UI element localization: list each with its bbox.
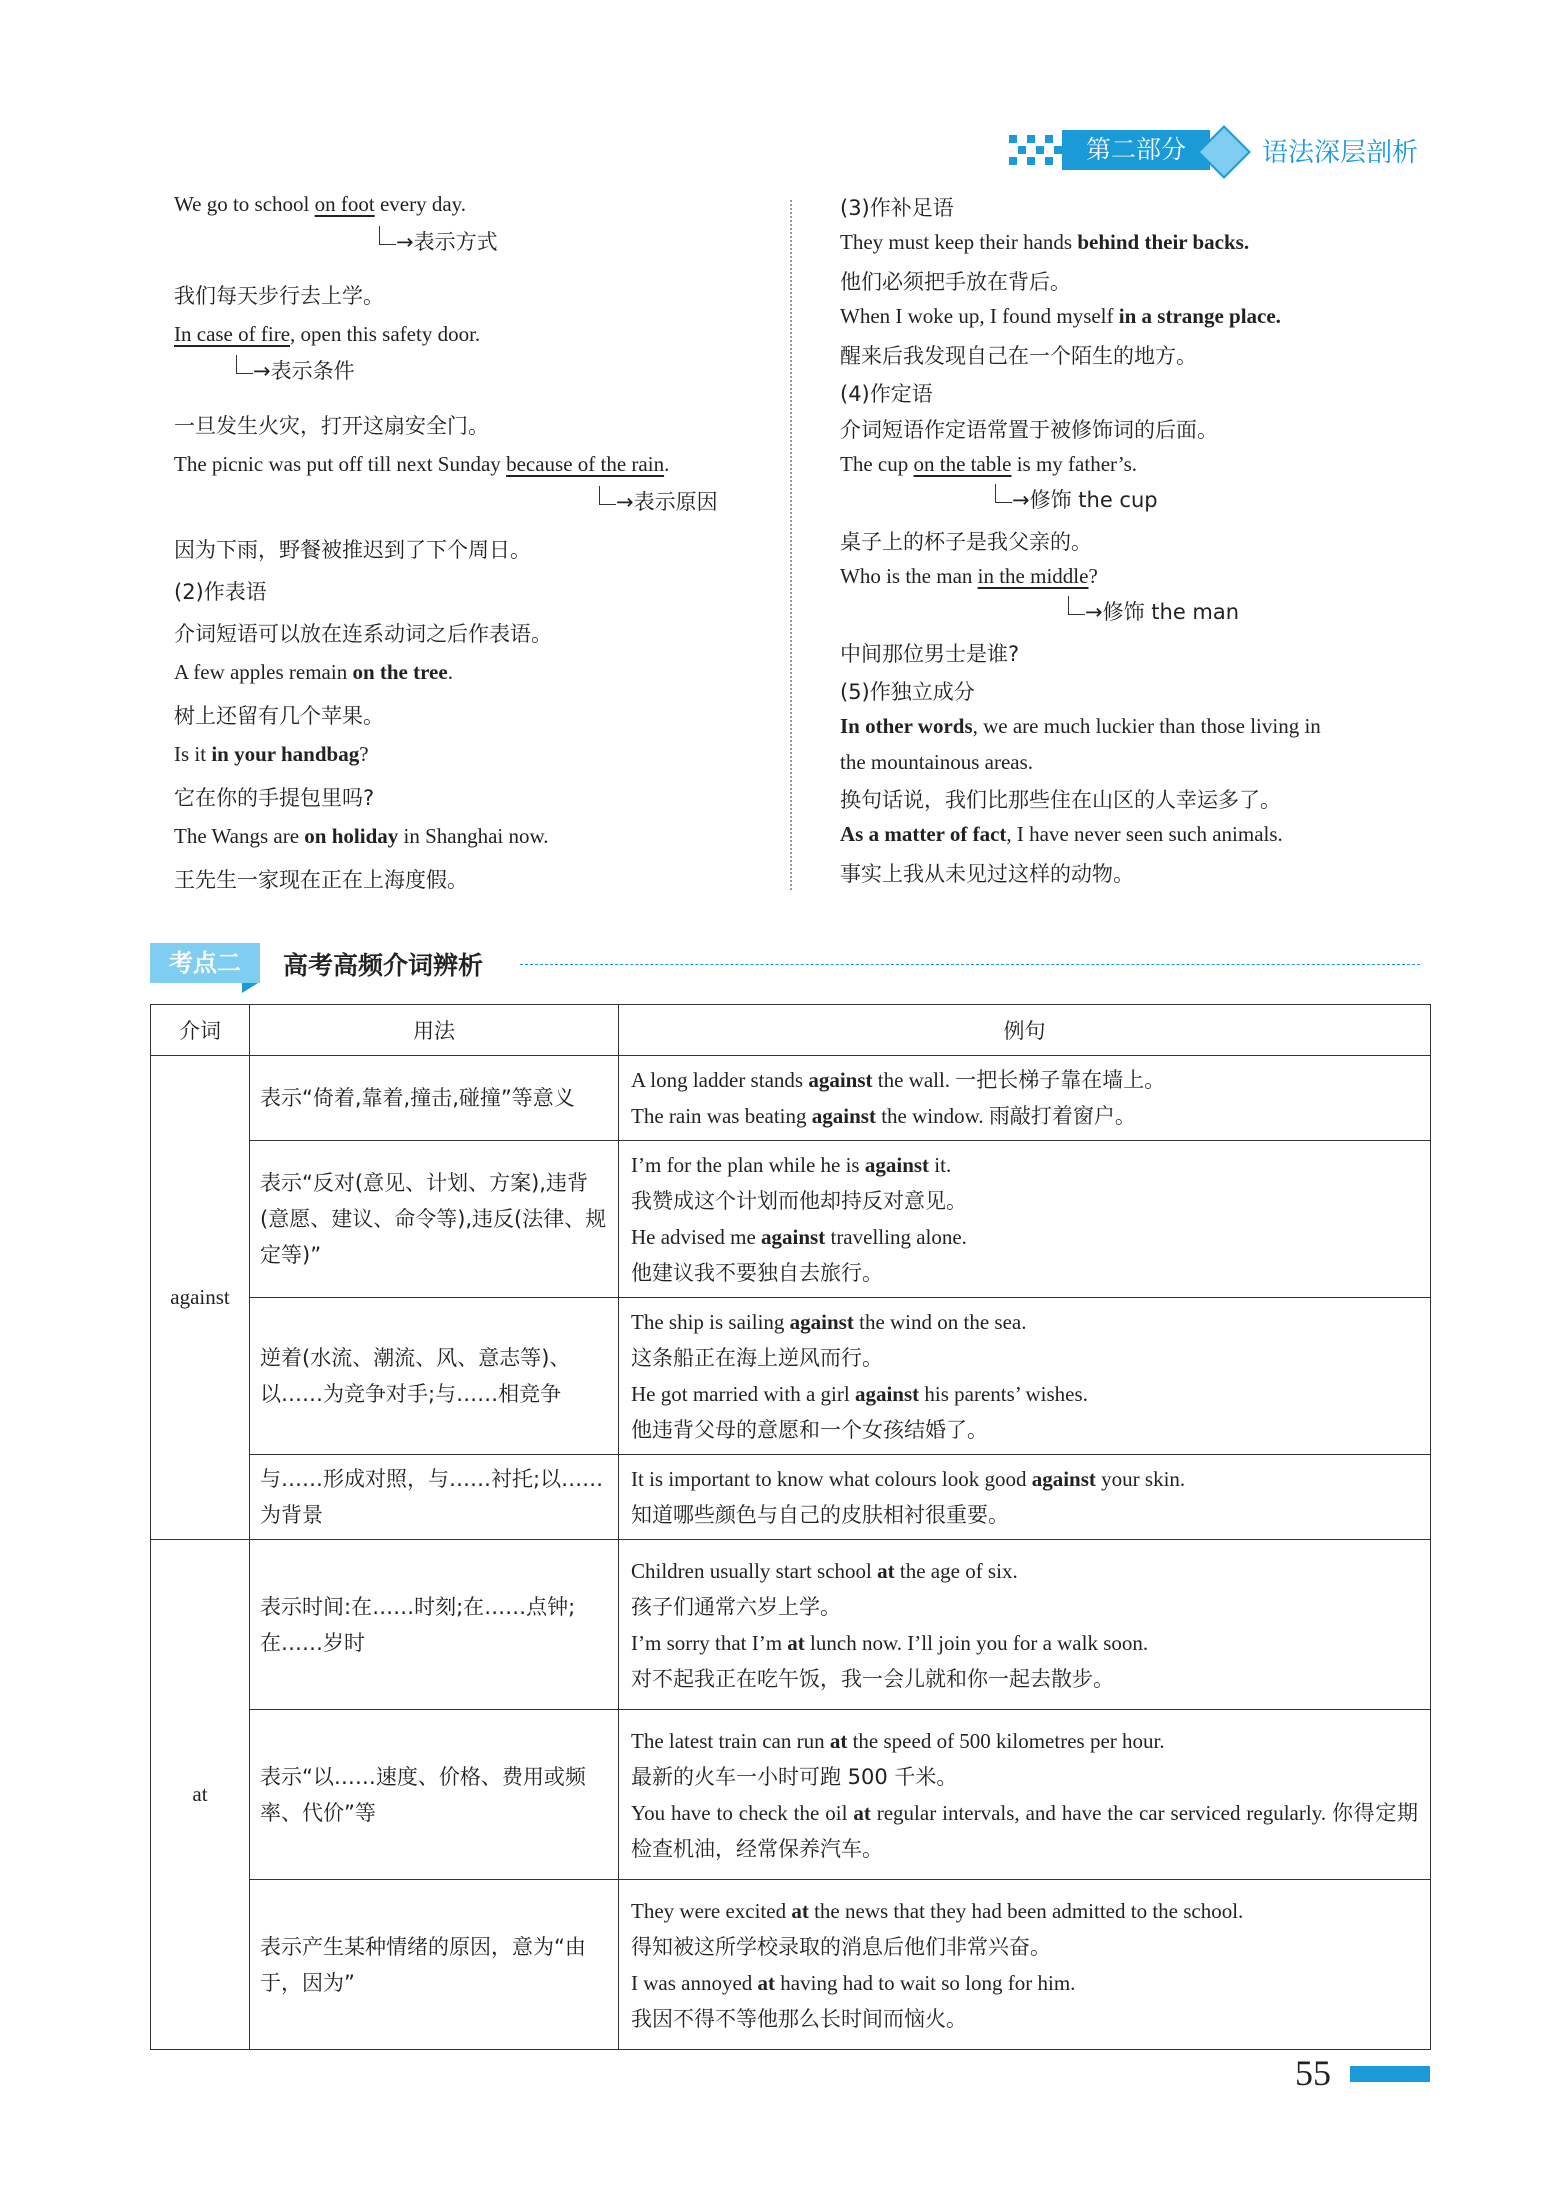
table-row [151, 1540, 1431, 1710]
table-header-row [151, 1005, 1431, 1056]
column-divider [790, 200, 792, 890]
translation: 王先生一家现在正在上海度假。 [174, 868, 468, 892]
translation: 醒来后我发现自己在一个陌生的地方。 [840, 344, 1197, 368]
example-cell: I’m for the plan while he is against it. 我赞成这个计划而他却持反对意见。 He advised me against travelling alone. 他建议我不要独自去旅行。 [619, 1141, 1431, 1298]
example-line: The Wangs are on holiday in Shanghai now. [174, 824, 549, 848]
example-cell: It is important to know what colours look good against your skin. 知道哪些颜色与自己的皮肤相衬很重要。 [619, 1455, 1431, 1540]
example-line: We go to school on foot every day. [174, 192, 467, 216]
example-line: As a matter of fact, I have never seen such animals. [840, 822, 1283, 846]
header-cell: 用法 [250, 1005, 619, 1056]
example-cell: Children usually start school at the age of six. 孩子们通常六岁上学。 I’m sorry that I’m at lunch now. I’ll join you for a walk soon. 对不起我正在吃午饭，我一会儿就和你一起去散步。 [619, 1540, 1431, 1710]
subheading: (5)作独立成分 [840, 680, 975, 704]
example-line: In other words, we are much luckier than those living in [840, 714, 1321, 738]
table-row [151, 1710, 1431, 1880]
example-cell: A long ladder stands against the wall. 一把长梯子靠在墙上。 The rain was beating against the window. 雨敲打着窗户。 [619, 1056, 1431, 1141]
subheading: (3)作补足语 [840, 196, 954, 220]
subheading: (4)作定语 [840, 382, 933, 406]
usage-cell: 与……形成对照，与……衬托;以……为背景 [250, 1455, 619, 1540]
description: 介词短语可以放在连系动词之后作表语。 [174, 622, 552, 646]
example-cell: The ship is sailing against the wind on the sea. 这条船正在海上逆风而行。 He got married with a girl against his parents’ wishes. 他违背父母的意愿和一个女孩结婚了。 [619, 1298, 1431, 1455]
example-line: The picnic was put off till next Sunday because of the rain. [174, 452, 670, 476]
example-line: Who is the man in the middle? [840, 564, 1098, 588]
usage-cell: 表示产生某种情绪的原因，意为“由于，因为” [250, 1880, 619, 2050]
annotation-arrow: →修饰 the man [1068, 596, 1239, 626]
example-line: the mountainous areas. [840, 750, 1034, 774]
header-cell: 介词 [151, 1005, 250, 1056]
translation: 事实上我从未见过这样的动物。 [840, 862, 1134, 886]
example-cell: The latest train can run at the speed of 500 kilometres per hour. 最新的火车一小时可跑 500 千米。 You have to check the oil at regular intervals, and have the car serviced regularly. 你得定期检查机油，经常保养汽车。 [619, 1710, 1431, 1880]
translation: 树上还留有几个苹果。 [174, 704, 384, 728]
usage-cell: 表示“倚着,靠着,撞击,碰撞”等意义 [250, 1056, 619, 1141]
translation: 我们每天步行去上学。 [174, 284, 384, 308]
example-line: Is it in your handbag? [174, 742, 369, 766]
translation: 桌子上的杯子是我父亲的。 [840, 530, 1092, 554]
translation: 中间那位男士是谁? [840, 642, 1020, 666]
description: 介词短语作定语常置于被修饰词的后面。 [840, 418, 1218, 442]
section-tag-tail [242, 983, 258, 993]
table-row [151, 1141, 1431, 1298]
example-line: The cup on the table is my father’s. [840, 452, 1138, 476]
translation: 换句话说，我们比那些住在山区的人幸运多了。 [840, 788, 1281, 812]
usage-cell: 表示“以……速度、价格、费用或频率、代价”等 [250, 1710, 619, 1880]
page-number-bar [1350, 2066, 1430, 2082]
annotation-arrow: →修饰 the cup [995, 484, 1158, 514]
preposition-table [150, 1004, 1431, 2050]
translation: 因为下雨，野餐被推迟到了下个周日。 [174, 538, 531, 562]
preposition-cell: against [151, 1056, 250, 1540]
example-cell: They were excited at the news that they had been admitted to the school. 得知被这所学校录取的消息后他们非常兴奋。 I was annoyed at having had to wait so long for him. 我因不得不等他那么长时间而恼火。 [619, 1880, 1431, 2050]
table-row [151, 1455, 1431, 1540]
annotation-arrow: →表示原因 [599, 486, 718, 516]
translation: 它在你的手提包里吗? [174, 786, 375, 810]
page-number: 55 [1295, 2053, 1331, 2093]
annotation-arrow: →表示方式 [379, 226, 498, 256]
header-pixel-logo [1005, 133, 1065, 169]
table-row [151, 1298, 1431, 1455]
example-line: In case of fire, open this safety door. [174, 322, 481, 346]
header-title: 语法深层剖析 [1262, 138, 1419, 168]
table-row [151, 1056, 1431, 1141]
preposition-cell: at [151, 1540, 250, 2050]
section-tag: 考点二 [150, 943, 260, 983]
header-part-label: 第二部分 [1062, 130, 1210, 170]
subheading: (2)作表语 [174, 580, 267, 604]
translation: 他们必须把手放在背后。 [840, 270, 1071, 294]
example-line: When I woke up, I found myself in a strange place. [840, 304, 1281, 328]
section-rule [520, 964, 1420, 965]
annotation-arrow: →表示条件 [236, 355, 355, 385]
header-cell: 例句 [619, 1005, 1431, 1056]
example-line: They must keep their hands behind their backs. [840, 230, 1250, 254]
translation: 一旦发生火灾，打开这扇安全门。 [174, 414, 489, 438]
usage-cell: 表示时间:在……时刻;在……点钟;在……岁时 [250, 1540, 619, 1710]
section-title: 高考高频介词辨析 [283, 951, 484, 980]
example-line: A few apples remain on the tree. [174, 660, 453, 684]
table-row [151, 1880, 1431, 2050]
usage-cell: 逆着(水流、潮流、风、意志等)、以……为竞争对手;与……相竞争 [250, 1298, 619, 1455]
usage-cell: 表示“反对(意见、计划、方案),违背(意愿、建议、命令等),违反(法律、规定等)” [250, 1141, 619, 1298]
